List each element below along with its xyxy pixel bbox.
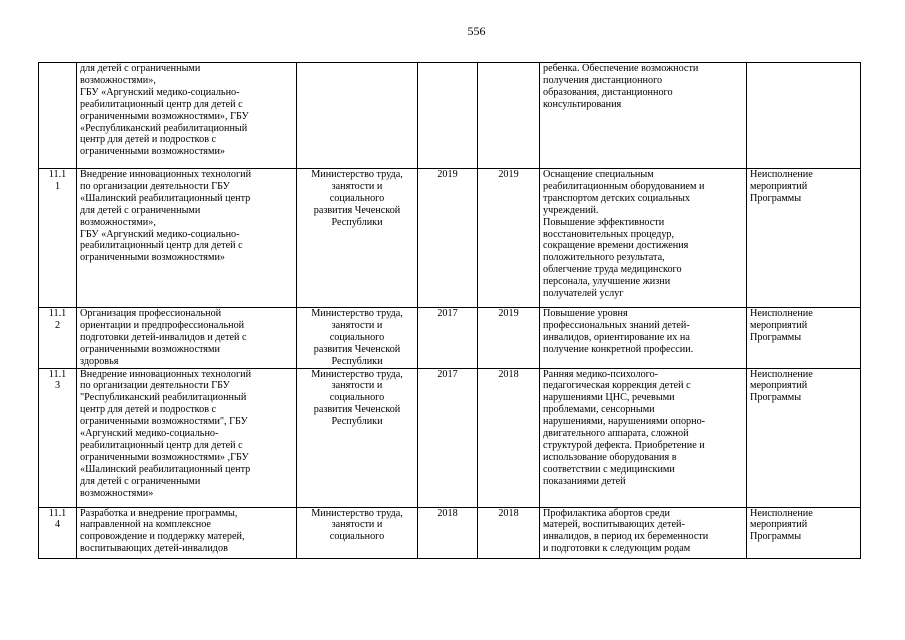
end-year-cell: 2019: [478, 308, 540, 369]
event-cell: Разработка и внедрение программы, направленной на комплексное сопровождение и поддержку матерей, воспитывающих детей-инвалидов: [77, 507, 297, 558]
executor-cell: [297, 63, 418, 169]
row-number: 11.1 1: [39, 169, 77, 308]
event-cell: Внедрение инновационных технологий по организации деятельности ГБУ «Шалинский реабилитационный центр для детей с ограниченными возможностями», ГБУ «Аргунский медико-социально- реабилитационный центр для детей с ограниченными возможностями»: [77, 169, 297, 308]
row-number: 11.1 2: [39, 308, 77, 369]
row-number: 11.1 4: [39, 507, 77, 558]
result-cell: Повышение уровня профессиональных знаний детей- инвалидов, ориентирование их на получение конкретной профессии.: [540, 308, 747, 369]
result-cell: Ранняя медико-психолого- педагогическая коррекция детей с нарушениями ЦНС, речевыми проблемами, сенсорными нарушениями, нарушениями опорно- двигательного аппарата, сложной структурой дефекта. Приобретение и использование оборудования в соответствии с медицинскими показаниями детей: [540, 368, 747, 507]
result-cell: Профилактика абортов среди матерей, воспитывающих детей- инвалидов, в период их беременности и подготовки к следующим родам: [540, 507, 747, 558]
event-cell: Внедрение инновационных технологий по организации деятельности ГБУ "Республиканский реабилитационный центр для детей и подростков с ограниченными возможностями", ГБУ «Аргунский медико-социально- реабилитационный центр для детей с ограниченными возможностями» ,ГБУ «Шалинский реабилитационный центр для детей с ограниченными возможностями»: [77, 368, 297, 507]
table-row: [39, 63, 861, 169]
start-year-cell: 2017: [418, 368, 478, 507]
table-row: [39, 368, 861, 507]
table-row: [39, 169, 861, 308]
consequence-cell: Неисполнение мероприятий Программы: [747, 368, 861, 507]
start-year-cell: [418, 63, 478, 169]
start-year-cell: 2018: [418, 507, 478, 558]
executor-cell: Министерство труда, занятости и социального развития Чеченской Республики: [297, 368, 418, 507]
event-cell: Организация профессиональной ориентации и предпрофессиональной подготовки детей-инвалидов и детей с ограниченными возможностями здоровья: [77, 308, 297, 369]
event-cell: для детей с ограниченными возможностями», ГБУ «Аргунский медико-социально- реабилитационный центр для детей с ограниченными возможностями», ГБУ «Республиканский реабилитационный центр для детей и подростков с ограниченными возможностями»: [77, 63, 297, 169]
table-row: [39, 308, 861, 369]
executor-cell: Министерство труда, занятости и социального развития Чеченской Республики: [297, 308, 418, 369]
end-year-cell: [478, 63, 540, 169]
executor-cell: Министерство труда, занятости и социального: [297, 507, 418, 558]
consequence-cell: Неисполнение мероприятий Программы: [747, 169, 861, 308]
executor-cell: Министерство труда, занятости и социального развития Чеченской Республики: [297, 169, 418, 308]
table-row: [39, 507, 861, 558]
row-number: 11.1 3: [39, 368, 77, 507]
end-year-cell: 2018: [478, 507, 540, 558]
row-number: [39, 63, 77, 169]
result-cell: Оснащение специальным реабилитационным оборудованием и транспортом детских социальных учреждений. Повышение эффективности восстановительных процедур, сокращение времени достижения положительного результата, облегчение труда медицинского персонала, улучшение жизни получателей услуг: [540, 169, 747, 308]
consequence-cell: Неисполнение мероприятий Программы: [747, 308, 861, 369]
consequence-cell: Неисполнение мероприятий Программы: [747, 507, 861, 558]
end-year-cell: 2018: [478, 368, 540, 507]
start-year-cell: 2019: [418, 169, 478, 308]
start-year-cell: 2017: [418, 308, 478, 369]
program-table: [38, 62, 861, 559]
end-year-cell: 2019: [478, 169, 540, 308]
page-number: 556: [467, 24, 486, 38]
consequence-cell: [747, 63, 861, 169]
result-cell: ребенка. Обеспечение возможности получения дистанционного образования, дистанционного консультирования: [540, 63, 747, 169]
